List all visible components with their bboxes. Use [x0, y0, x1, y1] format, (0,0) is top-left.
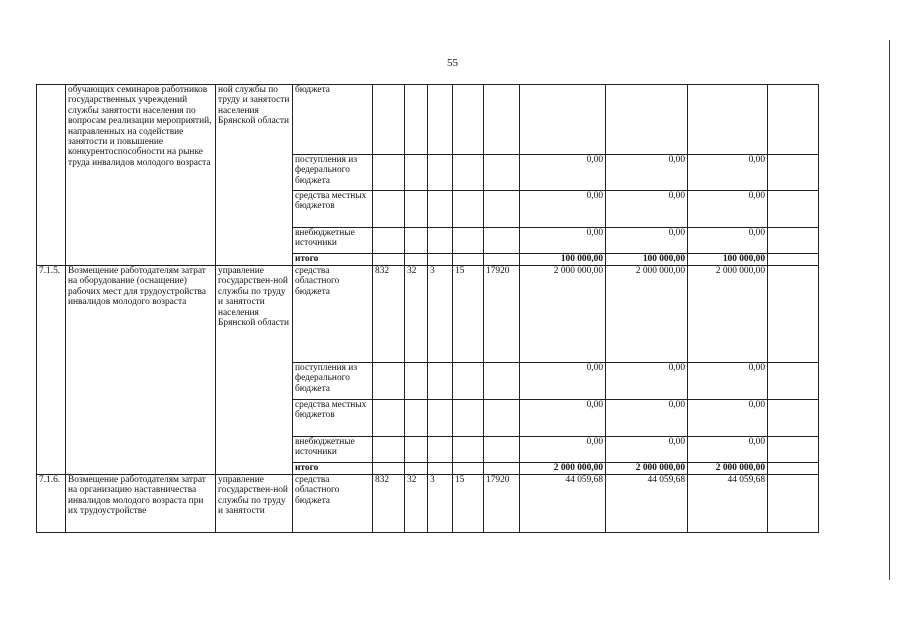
budget-code: 32: [405, 475, 428, 533]
budget-code: [373, 155, 405, 191]
table-row: [37, 85, 819, 155]
amount-cell: 0,00: [688, 363, 768, 400]
funding-source: итого: [293, 254, 373, 266]
amount-cell: 44 059,68: [688, 475, 768, 533]
budget-code: [428, 437, 453, 463]
empty-cell: [768, 400, 819, 437]
amount-cell: 2 000 000,00: [688, 463, 768, 475]
amount-cell: 0,00: [606, 228, 688, 254]
amount-cell: 44 059,68: [520, 475, 606, 533]
empty-cell: [768, 191, 819, 228]
budget-code: 15: [453, 475, 484, 533]
amount-cell: 0,00: [688, 191, 768, 228]
budget-code: [373, 400, 405, 437]
budget-code: [373, 228, 405, 254]
budget-code: [453, 228, 484, 254]
amount-cell: 2 000 000,00: [520, 266, 606, 363]
budget-code: [484, 437, 520, 463]
amount-cell: 0,00: [520, 155, 606, 191]
budget-code: [405, 463, 428, 475]
funding-source: средства местных бюджетов: [293, 191, 373, 228]
budget-code: [405, 85, 428, 155]
budget-code: [453, 254, 484, 266]
budget-code: [373, 463, 405, 475]
funding-source: средства местных бюджетов: [293, 400, 373, 437]
funding-source: средства областного бюджета: [293, 266, 373, 363]
amount-cell: 100 000,00: [688, 254, 768, 266]
funding-source: поступления из федерального бюджета: [293, 363, 373, 400]
empty-cell: [768, 475, 819, 533]
budget-code: 3: [428, 475, 453, 533]
budget-code: [373, 254, 405, 266]
amount-cell: [520, 85, 606, 155]
amount-cell: [606, 85, 688, 155]
budget-code: [453, 400, 484, 437]
budget-code: [484, 463, 520, 475]
budget-code: [453, 463, 484, 475]
empty-cell: [768, 85, 819, 155]
item-number: 7.1.5.: [37, 266, 66, 475]
budget-code: [428, 155, 453, 191]
amount-cell: 0,00: [688, 228, 768, 254]
item-title: Возмещение работодателям затрат на организацию наставничества инвалидов молодого возраста при их трудоустройстве: [66, 475, 216, 533]
budget-code: 832: [373, 266, 405, 363]
amount-cell: 0,00: [520, 228, 606, 254]
amount-cell: [688, 85, 768, 155]
budget-code: [484, 400, 520, 437]
budget-code: 32: [405, 266, 428, 363]
budget-code: [453, 363, 484, 400]
budget-code: 17920: [484, 266, 520, 363]
funding-source: средства областного бюджета: [293, 475, 373, 533]
amount-cell: 0,00: [520, 400, 606, 437]
budget-code: [405, 191, 428, 228]
budget-code: [405, 254, 428, 266]
budget-code: [373, 191, 405, 228]
amount-cell: 0,00: [606, 155, 688, 191]
budget-code: [405, 400, 428, 437]
page-number: 55: [447, 57, 458, 69]
amount-cell: 0,00: [688, 400, 768, 437]
budget-code: 15: [453, 266, 484, 363]
empty-cell: [768, 463, 819, 475]
budget-code: [453, 85, 484, 155]
budget-code: [484, 155, 520, 191]
amount-cell: 0,00: [520, 437, 606, 463]
item-title: Возмещение работодателям затрат на оборудование (оснащение) рабочих мест для трудоустройства инвалидов молодого возраста: [66, 266, 216, 475]
empty-cell: [768, 363, 819, 400]
budget-code: 832: [373, 475, 405, 533]
amount-cell: 2 000 000,00: [520, 463, 606, 475]
budget-code: [484, 191, 520, 228]
empty-cell: [768, 266, 819, 363]
amount-cell: 0,00: [606, 400, 688, 437]
budget-code: [484, 228, 520, 254]
item-number: [37, 85, 66, 266]
item-executor: управление государствен-ной службы по труду и занятости населения Брянской области: [216, 266, 293, 475]
empty-cell: [768, 228, 819, 254]
empty-cell: [768, 437, 819, 463]
amount-cell: 0,00: [520, 191, 606, 228]
amount-cell: 0,00: [688, 155, 768, 191]
budget-code: [484, 363, 520, 400]
amount-cell: 0,00: [606, 363, 688, 400]
budget-code: [405, 437, 428, 463]
budget-code: 3: [428, 266, 453, 363]
funding-source: поступления из федерального бюджета: [293, 155, 373, 191]
item-executor: управление государствен-ной службы по труду и занятости: [216, 475, 293, 533]
funding-source: итого: [293, 463, 373, 475]
amount-cell: 100 000,00: [520, 254, 606, 266]
budget-code: [453, 437, 484, 463]
scan-edge-line: [889, 40, 890, 580]
budget-code: [428, 463, 453, 475]
budget-table: [36, 84, 819, 533]
empty-cell: [768, 254, 819, 266]
budget-code: [484, 254, 520, 266]
amount-cell: 2 000 000,00: [606, 463, 688, 475]
budget-code: [373, 85, 405, 155]
funding-source: внебюджетные источники: [293, 437, 373, 463]
budget-code: [484, 85, 520, 155]
item-executor: ной службы по труду и занятости населения Брянской области: [216, 85, 293, 266]
amount-cell: 2 000 000,00: [606, 266, 688, 363]
budget-code: [453, 191, 484, 228]
budget-code: [405, 363, 428, 400]
budget-code: [428, 254, 453, 266]
amount-cell: 2 000 000,00: [688, 266, 768, 363]
item-number: 7.1.6.: [37, 475, 66, 533]
budget-code: [428, 85, 453, 155]
amount-cell: 100 000,00: [606, 254, 688, 266]
budget-code: [373, 437, 405, 463]
item-title: обучающих семинаров работников государственных учреждений службы занятости населения по вопросам реализации мероприятий, направленных на содействие занятости и повышение конкурентоспособности на рынке труда инвалидов молодого возраста: [66, 85, 216, 266]
amount-cell: 0,00: [606, 437, 688, 463]
budget-code: 17920: [484, 475, 520, 533]
funding-source: внебюджетные источники: [293, 228, 373, 254]
amount-cell: 44 059,68: [606, 475, 688, 533]
budget-code: [373, 363, 405, 400]
budget-code: [428, 191, 453, 228]
funding-source: бюджета: [293, 85, 373, 155]
budget-code: [453, 155, 484, 191]
budget-code: [405, 228, 428, 254]
budget-code: [405, 155, 428, 191]
table-row: [37, 266, 819, 363]
amount-cell: 0,00: [606, 191, 688, 228]
budget-code: [428, 228, 453, 254]
amount-cell: 0,00: [520, 363, 606, 400]
budget-code: [428, 363, 453, 400]
budget-code: [428, 400, 453, 437]
empty-cell: [768, 155, 819, 191]
table-row: [37, 475, 819, 533]
amount-cell: 0,00: [688, 437, 768, 463]
